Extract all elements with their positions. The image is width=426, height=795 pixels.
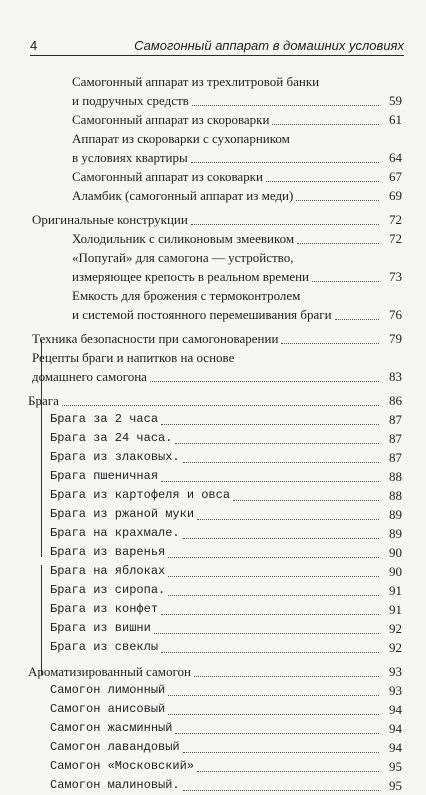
toc-recipe-page: 94 xyxy=(389,740,402,755)
toc-entry[interactable] xyxy=(0,167,426,186)
toc-entry-page: 72 xyxy=(389,231,402,246)
toc-recipe-title: Брага из конфет xyxy=(50,602,159,616)
leader-dots xyxy=(191,223,379,225)
toc-recipe-title: Брага из варенья xyxy=(50,545,166,559)
toc-recipe-page: 91 xyxy=(389,583,402,598)
toc-section-title: домашнего самогона xyxy=(32,369,147,384)
toc-recipe-page: 88 xyxy=(389,469,402,484)
toc-entry-title: Аламбик (самогонный аппарат из меди) xyxy=(72,188,294,203)
toc-section-original[interactable] xyxy=(0,210,426,229)
toc-entry-title: Аппарат из скороварки с сухопарником xyxy=(72,131,290,146)
toc-entry-page: 73 xyxy=(389,269,402,284)
toc-recipe-title: Самогон лавандовый xyxy=(50,740,180,754)
leader-dots xyxy=(272,123,379,125)
toc-subsection-page: 86 xyxy=(389,393,402,408)
toc-recipe-entry[interactable] xyxy=(0,410,426,429)
leader-dots xyxy=(183,789,379,791)
toc-section-title: Техника безопасности при самогоноварении xyxy=(32,331,279,346)
toc-recipe-entry[interactable] xyxy=(0,776,426,795)
toc-subsection-title: Брага xyxy=(28,393,59,408)
toc-entry[interactable] xyxy=(0,248,426,286)
toc-entry-title: и системой постоянного перемешивания браги xyxy=(72,307,332,322)
toc-recipe-entry[interactable] xyxy=(0,467,426,486)
toc-recipe-page: 91 xyxy=(389,602,402,617)
leader-dots xyxy=(197,770,379,772)
toc-recipe-page: 95 xyxy=(389,778,402,793)
toc-recipe-entry[interactable] xyxy=(0,543,426,562)
toc-recipe-title: Брага из свеклы xyxy=(50,640,159,654)
toc-recipe-entry[interactable] xyxy=(0,719,426,738)
toc-entry-title: Емкость для брожения с термоконтролем xyxy=(72,288,301,303)
toc-recipe-title: Брага из злаковых. xyxy=(50,450,180,464)
toc-entry-page: 69 xyxy=(389,188,402,203)
toc-entry[interactable] xyxy=(0,110,426,129)
toc-section-title: Оригинальные конструкции xyxy=(32,212,188,227)
toc-entry-page: 61 xyxy=(389,112,402,127)
toc-recipe-page: 94 xyxy=(389,721,402,736)
toc-entry-page: 76 xyxy=(389,307,402,322)
toc-entry-page: 59 xyxy=(389,93,402,108)
toc-recipe-page: 87 xyxy=(389,450,402,465)
toc-recipe-page: 94 xyxy=(389,702,402,717)
toc-recipe-page: 92 xyxy=(389,640,402,655)
toc-recipe-title: Брага на яблоках xyxy=(50,564,166,578)
toc-entry-title: и подручных средств xyxy=(72,93,189,108)
toc-recipe-page: 92 xyxy=(389,621,402,636)
leader-dots xyxy=(154,632,379,634)
leader-dots xyxy=(168,556,379,558)
toc-entry[interactable] xyxy=(0,186,426,205)
toc-recipe-title: Брага из сиропа. xyxy=(50,583,166,597)
leader-dots xyxy=(168,594,379,596)
toc-recipe-title: Брага за 24 часа. xyxy=(50,431,173,445)
toc-recipe-entry[interactable] xyxy=(0,448,426,467)
toc-recipe-entry[interactable] xyxy=(0,638,426,657)
toc-recipe-title: Брага из вишни xyxy=(50,621,151,635)
leader-dots xyxy=(312,280,379,282)
toc-recipe-entry[interactable] xyxy=(0,600,426,619)
toc-aromatic-heading[interactable] xyxy=(0,662,426,681)
toc-recipe-entry[interactable] xyxy=(0,505,426,524)
toc-recipe-page: 89 xyxy=(389,507,402,522)
leader-dots xyxy=(150,380,379,382)
leader-dots xyxy=(62,404,379,406)
page-number: 4 xyxy=(30,38,38,53)
toc-section-recipes[interactable] xyxy=(0,348,426,386)
toc-recipe-title: Брага пшеничная xyxy=(50,469,159,483)
toc-recipe-entry[interactable] xyxy=(0,429,426,448)
toc-subsection-title: Ароматизированный самогон xyxy=(28,664,191,679)
leader-dots xyxy=(161,651,379,653)
leader-dots xyxy=(175,442,379,444)
toc-braga-heading[interactable] xyxy=(0,391,426,410)
toc-recipe-page: 93 xyxy=(389,683,402,698)
toc-recipe-title: Самогон жасминный xyxy=(50,721,173,735)
leader-dots xyxy=(183,537,379,539)
toc-recipe-title: Брага из ржаной муки xyxy=(50,507,195,521)
leader-dots xyxy=(197,518,379,520)
leader-dots xyxy=(297,242,379,244)
leader-dots xyxy=(168,694,379,696)
leader-dots xyxy=(191,161,379,163)
leader-dots xyxy=(161,613,379,615)
toc-recipe-title: Самогон малиновый. xyxy=(50,778,180,792)
leader-dots xyxy=(168,713,379,715)
leader-dots xyxy=(161,423,379,425)
toc-recipe-entry[interactable] xyxy=(0,581,426,600)
toc-recipe-page: 90 xyxy=(389,564,402,579)
toc-recipe-title: Самогон «Московский» xyxy=(50,759,195,773)
toc-recipe-entry[interactable] xyxy=(0,619,426,638)
toc-recipe-entry[interactable] xyxy=(0,681,426,700)
toc-entry-page: 64 xyxy=(389,150,402,165)
toc-recipe-entry[interactable] xyxy=(0,524,426,543)
toc-entry[interactable] xyxy=(0,72,426,110)
toc-entry-title: «Попугай» для самогона — устройство, xyxy=(72,250,294,265)
toc-recipe-title: Самогон анисовый xyxy=(50,702,166,716)
toc-recipe-entry[interactable] xyxy=(0,757,426,776)
toc-section-page: 72 xyxy=(389,212,402,227)
toc-entry-title: Самогонный аппарат из трехлитровой банки xyxy=(72,74,320,89)
toc-recipe-title: Самогон лимонный xyxy=(50,683,166,697)
leader-dots xyxy=(192,104,379,106)
toc-recipe-page: 87 xyxy=(389,412,402,427)
leader-dots xyxy=(183,751,379,753)
toc-entry[interactable] xyxy=(0,229,426,248)
table-of-contents xyxy=(0,72,426,795)
toc-entry[interactable] xyxy=(0,286,426,324)
leader-dots xyxy=(175,732,379,734)
leader-dots xyxy=(335,318,379,320)
leader-dots xyxy=(281,342,379,344)
toc-entry-title: Самогонный аппарат из скороварки xyxy=(72,112,270,127)
toc-section-safety[interactable] xyxy=(0,329,426,348)
toc-recipe-page: 88 xyxy=(389,488,402,503)
toc-entry-page: 67 xyxy=(389,169,402,184)
toc-recipe-title: Брага из картофеля и овса xyxy=(50,488,231,502)
toc-recipe-entry[interactable] xyxy=(0,562,426,581)
leader-dots xyxy=(194,675,379,677)
toc-recipe-entry[interactable] xyxy=(0,486,426,505)
toc-section-page: 83 xyxy=(389,369,402,384)
toc-subsection-page: 93 xyxy=(389,664,402,679)
leader-dots xyxy=(183,461,379,463)
toc-section-page: 79 xyxy=(389,331,402,346)
toc-entry[interactable] xyxy=(0,129,426,167)
toc-recipe-page: 89 xyxy=(389,526,402,541)
toc-section-title: Рецепты браги и напитков на основе xyxy=(32,350,235,365)
leader-dots xyxy=(296,199,379,201)
toc-recipe-page: 87 xyxy=(389,431,402,446)
toc-recipe-page: 90 xyxy=(389,545,402,560)
toc-recipe-entry[interactable] xyxy=(0,700,426,719)
leader-dots xyxy=(161,480,379,482)
toc-entry-title: Самогонный аппарат из соковарки xyxy=(72,169,263,184)
leader-dots xyxy=(168,575,379,577)
running-title: Самогонный аппарат в домашних условиях xyxy=(134,38,404,53)
toc-entry-title: Холодильник с силиконовым змеевиком xyxy=(72,231,295,246)
toc-recipe-entry[interactable] xyxy=(0,738,426,757)
leader-dots xyxy=(266,180,379,182)
toc-entry-title: в условиях квартиры xyxy=(72,150,188,165)
toc-recipe-title: Брага за 2 часа xyxy=(50,412,159,426)
toc-recipe-title: Брага на крахмале. xyxy=(50,526,180,540)
running-header xyxy=(30,32,404,56)
toc-entry-title: измеряющее крепость в реальном времени xyxy=(72,269,310,284)
leader-dots xyxy=(233,499,379,501)
toc-recipe-page: 95 xyxy=(389,759,402,774)
